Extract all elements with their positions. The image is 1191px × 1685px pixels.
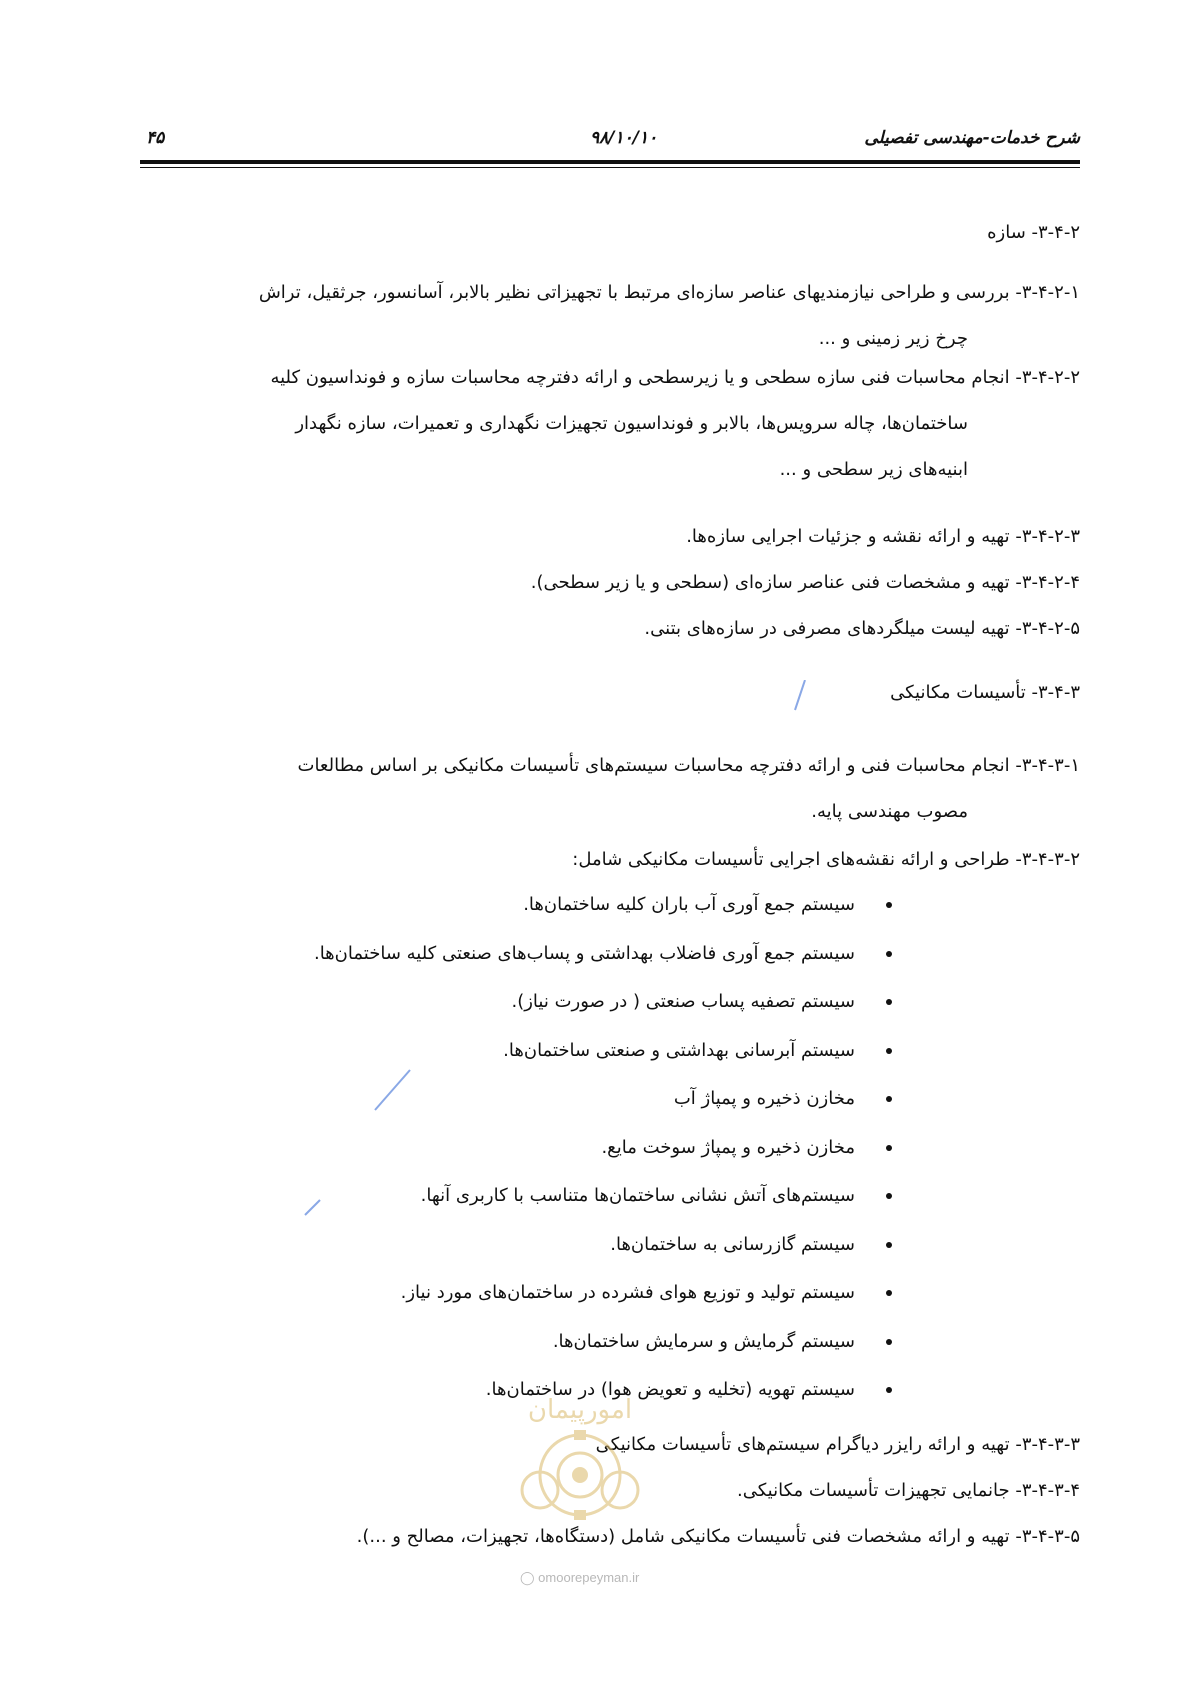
section-heading-mechanical: ۳-۴-۳- تأسیسات مکانیکی: [890, 682, 1080, 703]
section-heading-structure: ۳-۴-۲- سازه: [987, 222, 1080, 243]
list-item: سیستم تهویه (تخلیه و تعویض هوا) در ساختمان‌ها.: [140, 1377, 1080, 1426]
item-continuation: ساختمان‌ها، چاله سرویس‌ها، بالابر و فونداسیون تجهیزات نگهداری و تعمیرات، سازه نگهدار: [295, 413, 968, 434]
item-3-4-2-2: [140, 355, 1080, 493]
header-rule-thick: [140, 160, 1080, 164]
bullet-icon: [886, 999, 892, 1005]
list-item: سیستم گازرسانی به ساختمان‌ها.: [140, 1232, 1080, 1281]
list-item: مخازن ذخیره و پمپاژ سوخت مایع.: [140, 1135, 1080, 1184]
bullet-icon: [886, 1193, 892, 1199]
list-item: سیستم‌های آتش نشانی ساختمان‌ها متناسب با کاربری آنها.: [140, 1183, 1080, 1232]
scan-pen-strokes: [300, 680, 820, 1220]
list-item: سیستم تصفیه پساب صنعتی ( در صورت نیاز).: [140, 989, 1080, 1038]
watermark-logo: [500, 1380, 660, 1540]
list-item: سیستم گرمایش و سرمایش ساختمان‌ها.: [140, 1329, 1080, 1378]
list-item: سیستم تولید و توزیع هوای فشرده در ساختمان‌های مورد نیاز.: [140, 1280, 1080, 1329]
item-3-4-3-4: ۳-۴-۳-۴- جانمایی تجهیزات تأسیسات مکانیکی.: [737, 1480, 1080, 1501]
watermark-site: ◯ omoorepeyman.ir: [520, 1570, 640, 1585]
item-3-4-3-2: ۳-۴-۳-۲- طراحی و ارائه نقشه‌های اجرایی تأسیسات مکانیکی شامل:: [572, 849, 1080, 870]
bullet-icon: [886, 1096, 892, 1102]
item-3-4-2-1: [140, 270, 1080, 362]
list-item: سیستم جمع آوری آب باران کلیه ساختمان‌ها.: [140, 892, 1080, 941]
document-title: شرح خدمات-مهندسی تفصیلی: [864, 128, 1080, 148]
item-continuation: چرخ زیر زمینی و ...: [818, 328, 968, 349]
page-header: [140, 128, 1080, 152]
item-text: ۳-۴-۲-۲- انجام محاسبات فنی سازه سطحی و یا زیرسطحی و ارائه دفترچه محاسبات سازه و فونداسیون کلیه: [270, 367, 1080, 388]
bullet-icon: [886, 1339, 892, 1345]
item-continuation-2: ابنیه‌های زیر سطحی و ...: [779, 459, 968, 480]
list-item: مخازن ذخیره و پمپاژ آب: [140, 1086, 1080, 1135]
document-date: ۹۸/۱۰/۱۰: [590, 128, 658, 148]
item-3-4-3-5: ۳-۴-۳-۵- تهیه و ارائه مشخصات فنی تأسیسات مکانیکی شامل (دستگاه‌ها، تجهیزات، مصالح و ...).: [356, 1526, 1080, 1547]
bullet-icon: [886, 1242, 892, 1248]
item-3-4-2-3: ۳-۴-۲-۳- تهیه و ارائه نقشه و جزئیات اجرایی سازه‌ها.: [686, 526, 1080, 547]
item-3-4-2-5: ۳-۴-۲-۵- تهیه لیست میلگردهای مصرفی در سازه‌های بتنی.: [644, 618, 1080, 639]
list-item: سیستم آبرسانی بهداشتی و صنعتی ساختمان‌ها.: [140, 1038, 1080, 1087]
bullet-icon: [886, 951, 892, 957]
bullet-icon: [886, 1145, 892, 1151]
bullet-icon: [886, 1290, 892, 1296]
header-rule-thin: [140, 167, 1080, 168]
list-item: سیستم جمع آوری فاضلاب بهداشتی و پساب‌های صنعتی کلیه ساختمان‌ها.: [140, 941, 1080, 990]
watermark-logo-text: امورپیمان: [527, 1395, 633, 1425]
item-3-4-3-3: ۳-۴-۳-۳- تهیه و ارائه رایزر دیاگرام سیستم‌های تأسیسات مکانیکی: [595, 1434, 1080, 1455]
item-continuation: مصوب مهندسی پایه.: [811, 801, 968, 822]
item-text: ۳-۴-۲-۱- بررسی و طراحی نیازمندیهای عناصر سازه‌ای مرتبط با تجهیزاتی نظیر بالابر، آسانسور، جرثقیل، تراش: [258, 282, 1080, 303]
bullet-icon: [886, 902, 892, 908]
item-text: ۳-۴-۳-۱- انجام محاسبات فنی و ارائه دفترچه محاسبات سیستم‌های تأسیسات مکانیکی بر اساس مطالعات: [297, 755, 1080, 776]
bullet-icon: [886, 1387, 892, 1393]
item-3-4-2-4: ۳-۴-۲-۴- تهیه و مشخصات فنی عناصر سازه‌ای (سطحی و یا زیر سطحی).: [530, 572, 1080, 593]
bullet-icon: [886, 1048, 892, 1054]
page-number: ۴۵: [146, 128, 165, 148]
